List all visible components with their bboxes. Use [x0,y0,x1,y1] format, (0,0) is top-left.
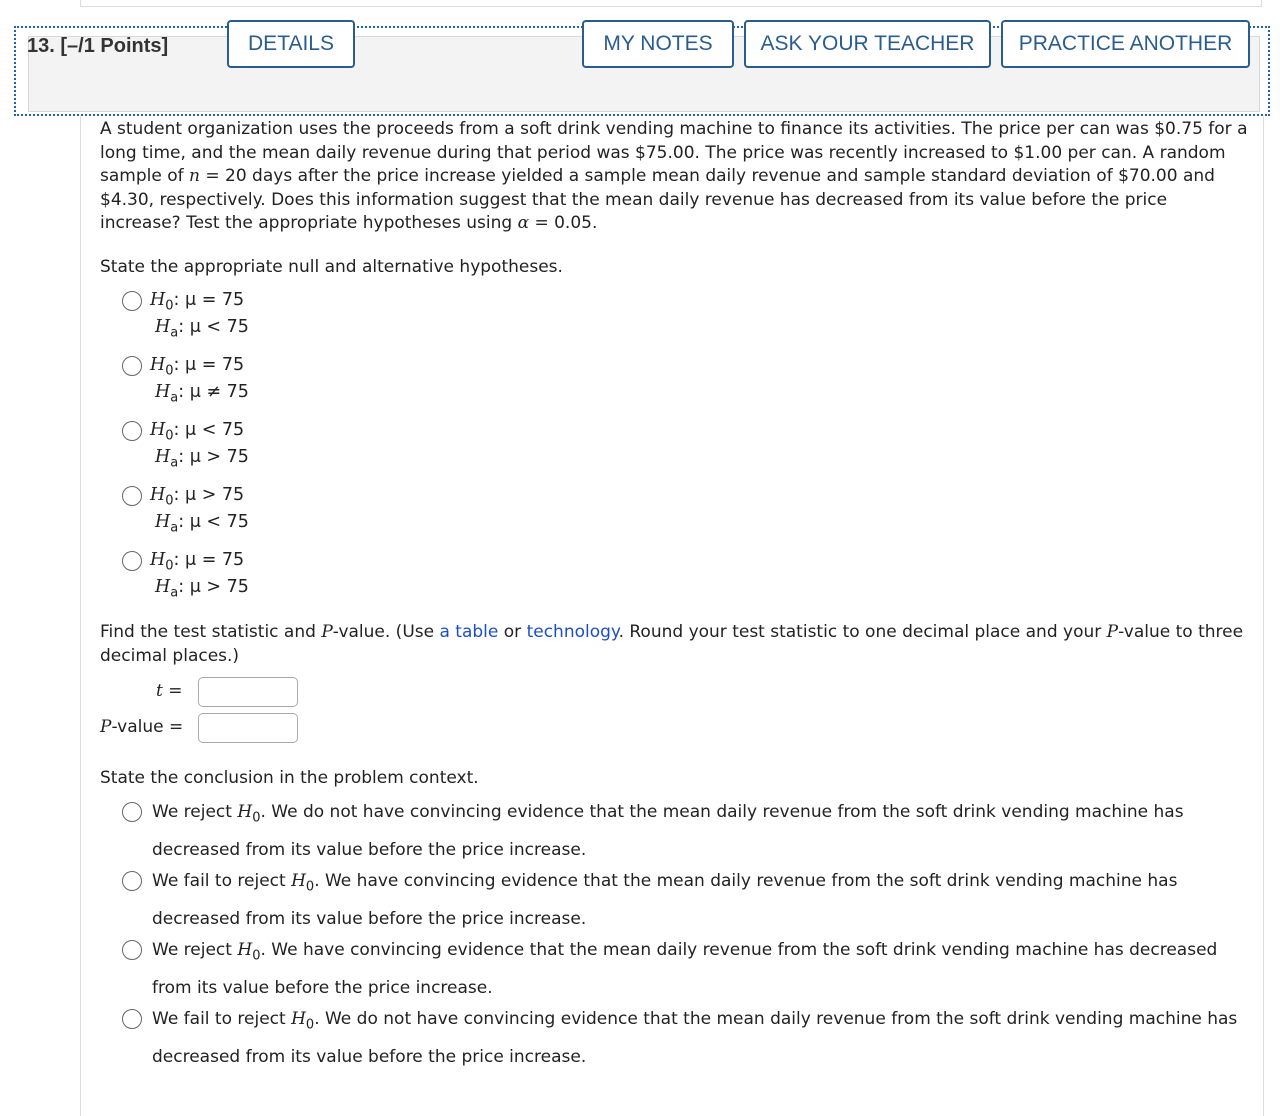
previous-question-edge [80,0,1262,7]
radio-button[interactable] [122,486,142,506]
t-statistic-input[interactable] [198,677,298,707]
p-value-input[interactable] [198,713,298,743]
radio-button[interactable] [122,940,142,960]
table-link[interactable]: a table [439,622,499,642]
technology-link[interactable]: technology [526,622,619,642]
practice-another-button[interactable]: PRACTICE ANOTHER [1001,20,1250,68]
conclusion-prompt: State the conclusion in the problem context. [100,768,479,788]
radio-button[interactable] [122,871,142,891]
radio-button[interactable] [122,551,142,571]
test-statistic-prompt: Find the test statistic and P-value. (Use a table or technology. Round your test statistic to one decimal place and your P-value to three decimal places.) [100,622,1244,666]
question-number: 13. [–/1 Points] [27,35,169,57]
hypotheses-prompt: State the appropriate null and alternative hypotheses. [100,257,563,277]
my-notes-button[interactable]: MY NOTES [582,20,734,68]
points-label: [–/1 Points] [60,35,169,57]
radio-button[interactable] [122,421,142,441]
details-button[interactable]: DETAILS [227,20,355,68]
ask-your-teacher-button[interactable]: ASK YOUR TEACHER [744,20,991,68]
radio-button[interactable] [122,356,142,376]
radio-button[interactable] [122,1009,142,1029]
p-value-label: P-value = [100,717,184,737]
problem-statement: A student organization uses the proceeds from a soft drink vending machine to finance its activities. The price per can was $0.75 for a long time, and the mean daily revenue during that period was $75.00. The price was recently increased to $1.00 per can. A random sample of n = 20 days after the price increase yielded a sample mean daily revenue and sample standard deviation of $70.00 and $4.30, respectively. Does this information suggest that the mean daily revenue has decreased from its value before the price increase? Test the appropriate hypotheses using α = 0.05. [100,119,1248,233]
radio-button[interactable] [122,291,142,311]
t-label: t = [156,681,183,701]
radio-button[interactable] [122,802,142,822]
